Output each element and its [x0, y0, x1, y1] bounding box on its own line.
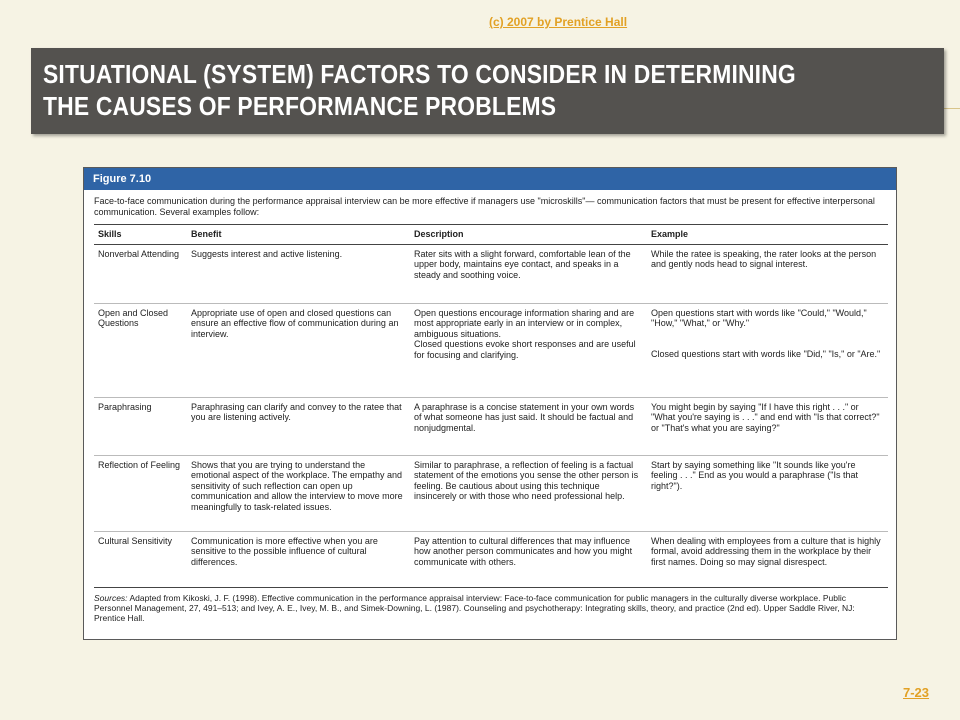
cell-skill: Cultural Sensitivity — [94, 531, 187, 587]
column-header: Description — [410, 225, 647, 245]
cell-example — [647, 303, 888, 397]
title-line-1: SITUATIONAL (SYSTEM) FACTORS TO CONSIDER IN DETERMINING — [43, 59, 796, 89]
sources-text: Adapted from Kikoski, J. F. (1998). Effective communication in the performance appraisal interview: Face-to-face communication for public managers in the culturally diverse workplace. Public Personnel Management, 27, 491–513; and Ivey, A. E., Ivey, M. B., and Simek-Downing, L. (1987). Counseling and psychotherapy: Integrating skills, theory, and practice (2nd ed). Upper Saddle River, NJ: Prentice Hall. — [94, 592, 855, 623]
cell-benefit: Shows that you are trying to understand the emotional aspect of the workplace. The empathy and sensitivity of such reflection can open up communication and allow the interview to move more meaningfully to task-related issues. — [187, 455, 410, 531]
sources-label: Sources: — [94, 592, 128, 603]
cell-benefit: Appropriate use of open and closed questions can ensure an effective flow of communication during an interview. — [187, 303, 410, 397]
cell-description: A paraphrase is a concise statement in your own words of what someone has just said. It should be factual and nonjudgmental. — [410, 397, 647, 455]
cell-skill: Nonverbal Attending — [94, 244, 187, 303]
figure-sources — [84, 588, 896, 628]
cell-example: You might begin by saying "If I have this right . . ." or "What you're saying is . . ." and end with "Is that correct?" or "That's what you are saying?" — [647, 397, 888, 455]
copyright-link[interactable]: (c) 2007 by Prentice Hall — [489, 15, 628, 29]
microskills-table — [94, 224, 888, 588]
figure-label: Figure 7.10 — [84, 168, 896, 190]
cell-skill: Paraphrasing — [94, 397, 187, 455]
table-header-row — [94, 225, 888, 245]
column-header: Skills — [94, 225, 187, 245]
cell-benefit: Communication is more effective when you are sensitive to the possible influence of cultural differences. — [187, 531, 410, 587]
table-row — [94, 397, 888, 455]
table-row — [94, 455, 888, 531]
cell-example: Start by saying something like "It sounds like you're feeling . . ." End as you would a paraphrase ("Is that right?"). — [647, 455, 888, 531]
table-row — [94, 244, 888, 303]
cell-description: Rater sits with a slight forward, comfortable lean of the upper body, maintains eye contact, and speaks in a steady and soothing voice. — [410, 244, 647, 303]
cell-description: Similar to paraphrase, a reflection of feeling is a factual statement of the emotions you sense the other person is feeling. Be cautious about using this technique insincerely or with those who need professional help. — [410, 455, 647, 531]
cell-skill: Open and Closed Questions — [94, 303, 187, 397]
column-header: Example — [647, 225, 888, 245]
cell-description-open: Open questions encourage information sharing and are most appropriate early in an interview or in complex, ambiguous situations. — [414, 307, 635, 339]
cell-description — [410, 303, 647, 397]
table-row — [94, 531, 888, 587]
table-row — [94, 303, 888, 397]
cell-skill: Reflection of Feeling — [94, 455, 187, 531]
cell-description: Pay attention to cultural differences that may influence how another person communicates and how you might communicate with others. — [410, 531, 647, 587]
cell-example: When dealing with employees from a culture that is highly formal, avoid addressing them in the workplace by their first names. Doing so may signal disrespect. — [647, 531, 888, 587]
cell-example-closed: Closed questions start with words like "Did," "Is," or "Are." — [651, 348, 881, 359]
slide-title — [31, 48, 944, 134]
figure-image — [83, 167, 897, 640]
figure-intro: Face-to-face communication during the performance appraisal interview can be more effective if managers use "microskills"— communication factors that must be present for effective interpersonal communication. Several examples follow: — [94, 196, 875, 217]
page-number-link[interactable]: 7-23 — [903, 685, 930, 700]
cell-example: While the ratee is speaking, the rater looks at the person and gently nods head to signal interest. — [647, 244, 888, 303]
title-line-2: THE CAUSES OF PERFORMANCE PROBLEMS — [43, 91, 557, 121]
cell-benefit: Paraphrasing can clarify and convey to the ratee that you are listening actively. — [187, 397, 410, 455]
cell-benefit: Suggests interest and active listening. — [187, 244, 410, 303]
column-header: Benefit — [187, 225, 410, 245]
cell-description-closed: Closed questions evoke short responses and are useful for focusing and clarifying. — [414, 339, 636, 360]
cell-example-open: Open questions start with words like "Could," "Would," "How," "What," or "Why." — [651, 307, 867, 328]
